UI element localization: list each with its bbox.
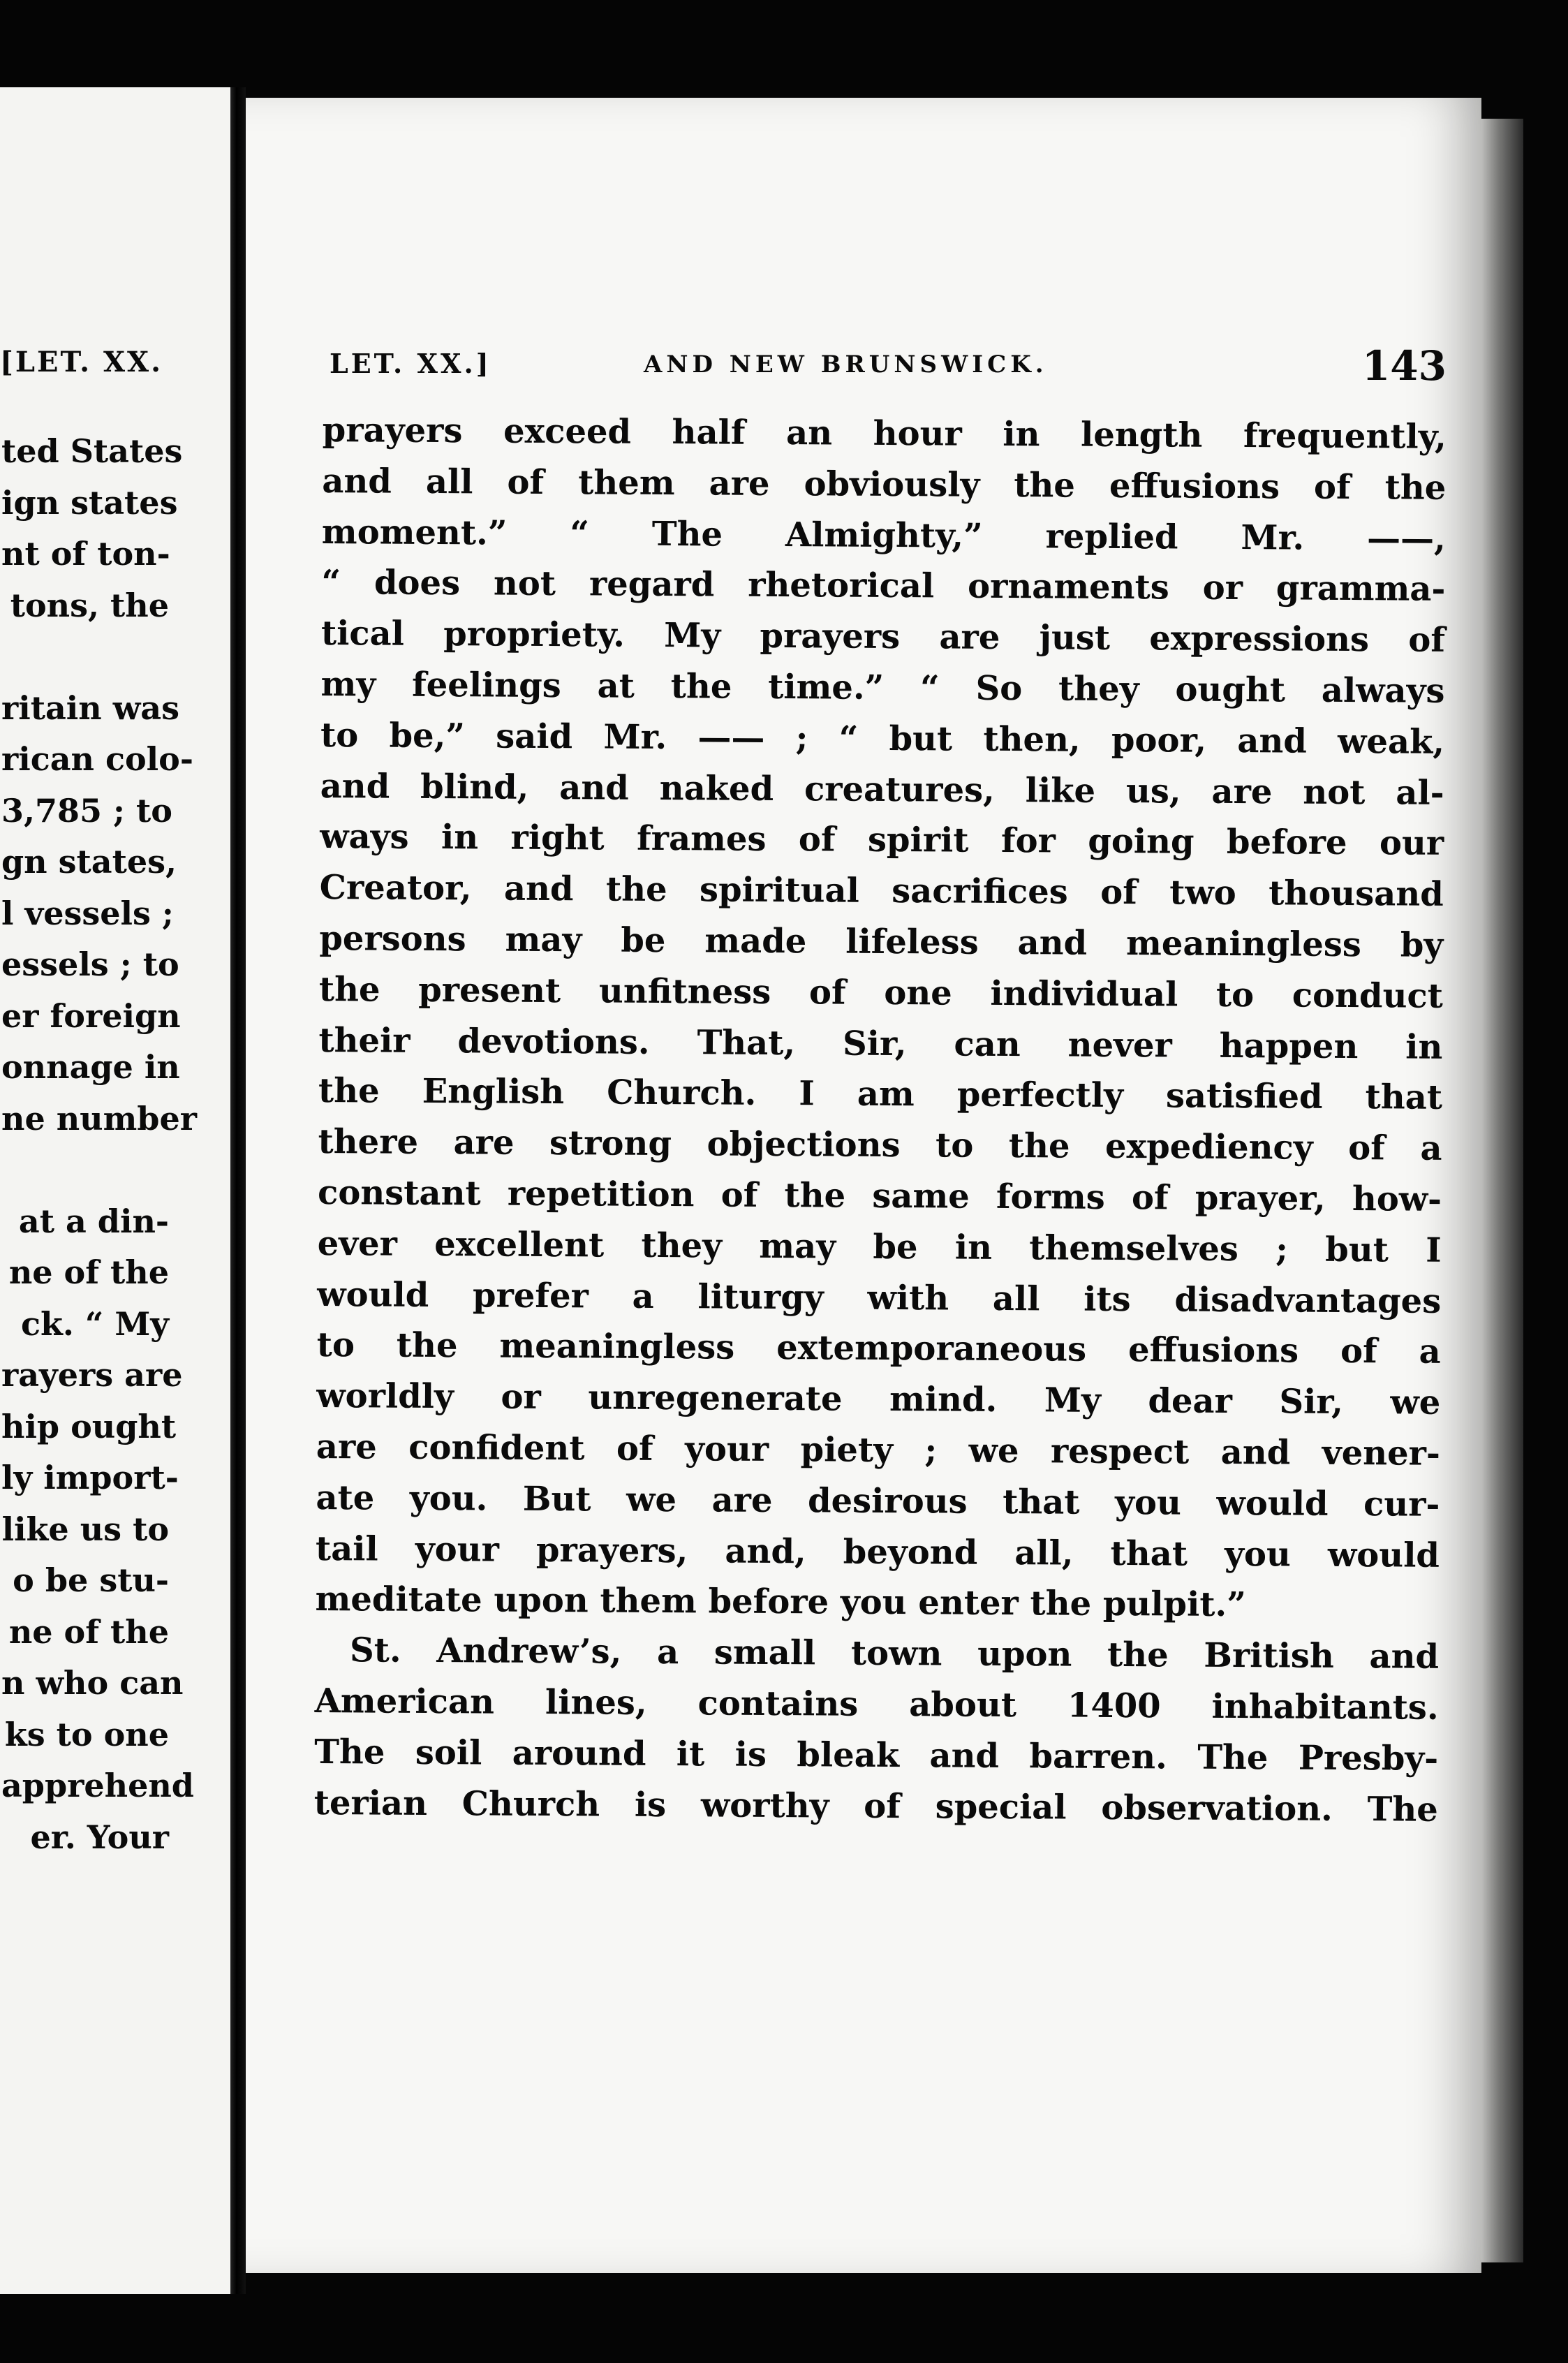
running-head-title: AND NEW BRUNSWICK.	[644, 351, 1048, 378]
text-line: American lines, contains about 1400 inhabitants.	[314, 1681, 1439, 1728]
text-line: terian Church is worthy of special observation. The	[313, 1783, 1438, 1830]
text-line: ate you. But we are desirous that you would cur-	[316, 1478, 1440, 1524]
left-facing-page	[0, 87, 230, 2294]
text-line: are confident of your piety ; we respect and vener-	[316, 1427, 1441, 1473]
right-page	[246, 98, 1481, 2273]
running-head	[330, 342, 1447, 391]
text-line: the English Church. I am perfectly satisfied that	[318, 1071, 1443, 1118]
running-head-chapter: LET. XX.]	[330, 348, 491, 379]
left-text-line: tons, the	[10, 586, 169, 624]
left-text-line: l vessels ;	[1, 894, 174, 932]
left-text-line: n who can	[1, 1664, 184, 1702]
text-line: ways in right frames of spirit for going before our	[320, 817, 1444, 864]
text-line: The soil around it is bleak and barren. The Presby-	[314, 1732, 1439, 1779]
text-line: there are strong objections to the expediency of a	[318, 1122, 1442, 1168]
body-text	[314, 405, 1447, 1835]
text-line: their devotions. That, Sir, can never happen in	[318, 1020, 1443, 1067]
text-line: tail your prayers, and, beyond all, that you would	[315, 1529, 1440, 1575]
paragraph-2	[314, 1625, 1440, 1835]
left-text-line: ne of the	[8, 1253, 169, 1291]
left-text-line: rayers are	[1, 1356, 183, 1394]
left-text-line: nt of ton-	[1, 535, 170, 573]
text-line: meditate upon them before you enter the pulpit.”	[315, 1580, 1246, 1625]
text-line: Creator, and the spiritual sacrifices of two thousand	[319, 868, 1444, 914]
left-text-line: ne number	[1, 1099, 197, 1138]
left-text-line: ne of the	[8, 1612, 169, 1651]
text-line: and blind, and naked creatures, like us, are not al-	[320, 766, 1444, 813]
page-edge-shadow	[1481, 119, 1523, 2262]
text-line: “ does not regard rhetorical ornaments or gramma-	[321, 563, 1446, 610]
left-text-line: essels ; to	[1, 945, 179, 983]
left-text-line: ted States	[1, 432, 183, 470]
left-text-line: ly import-	[1, 1459, 179, 1496]
left-text-line	[1, 1144, 169, 1196]
text-line: worldly or unregenerate mind. My dear Sir, we	[316, 1376, 1441, 1422]
text-line: prayers exceed half an hour in length frequently,	[322, 410, 1447, 457]
text-line: St. Andrew’s, a small town upon the British and	[349, 1630, 1440, 1677]
paragraph-1	[315, 405, 1447, 1632]
left-text-line: 3,785 ; to	[1, 791, 172, 830]
left-text-line: ck. “ My	[20, 1304, 169, 1343]
left-text-line: er foreign	[1, 996, 181, 1035]
text-line: to be,” said Mr. —— ; “ but then, poor, and weak,	[320, 715, 1445, 762]
left-text-line: ks to one	[4, 1715, 169, 1753]
left-text-line: like us to	[1, 1510, 169, 1548]
text-line: ever excellent they may be in themselves ; but I	[317, 1223, 1442, 1270]
text-line: the present unfitness of one individual to conduct	[318, 969, 1444, 1016]
text-line: tical propriety. My prayers are just expressions of	[320, 614, 1446, 661]
text-line: and all of them are obviously the effusions of the	[322, 461, 1447, 508]
left-text-line: onnage in	[1, 1048, 180, 1086]
left-text-line: apprehend	[1, 1767, 194, 1804]
text-line: constant repetition of the same forms of prayer, how-	[317, 1172, 1442, 1219]
left-text-line: gn states,	[1, 843, 177, 881]
page-number: 143	[1361, 342, 1447, 390]
left-running-head: [LET. XX.	[0, 346, 163, 378]
text-line: to the meaningless extemporaneous effusions of a	[316, 1325, 1441, 1372]
left-text-line: rican colo-	[1, 740, 193, 778]
text-line: my feelings at the time.” “ So they ought always	[320, 664, 1445, 711]
book-gutter	[230, 87, 246, 2294]
left-text-line: o be stu-	[13, 1561, 169, 1599]
text-line: would prefer a liturgy with all its disadvantages	[317, 1274, 1442, 1321]
left-text-line: hip ought	[1, 1407, 177, 1445]
left-text-line	[1, 631, 169, 683]
text-line: persons may be made lifeless and meaningless by	[319, 918, 1444, 965]
left-text-line: er. Your	[30, 1818, 169, 1856]
left-page-text	[1, 426, 197, 1863]
left-text-line: ritain was	[1, 689, 179, 727]
left-text-line: at a din-	[18, 1202, 169, 1240]
left-text-line: ign states	[1, 483, 178, 522]
text-line: moment.” “ The Almighty,” replied Mr. ——,	[321, 512, 1447, 559]
